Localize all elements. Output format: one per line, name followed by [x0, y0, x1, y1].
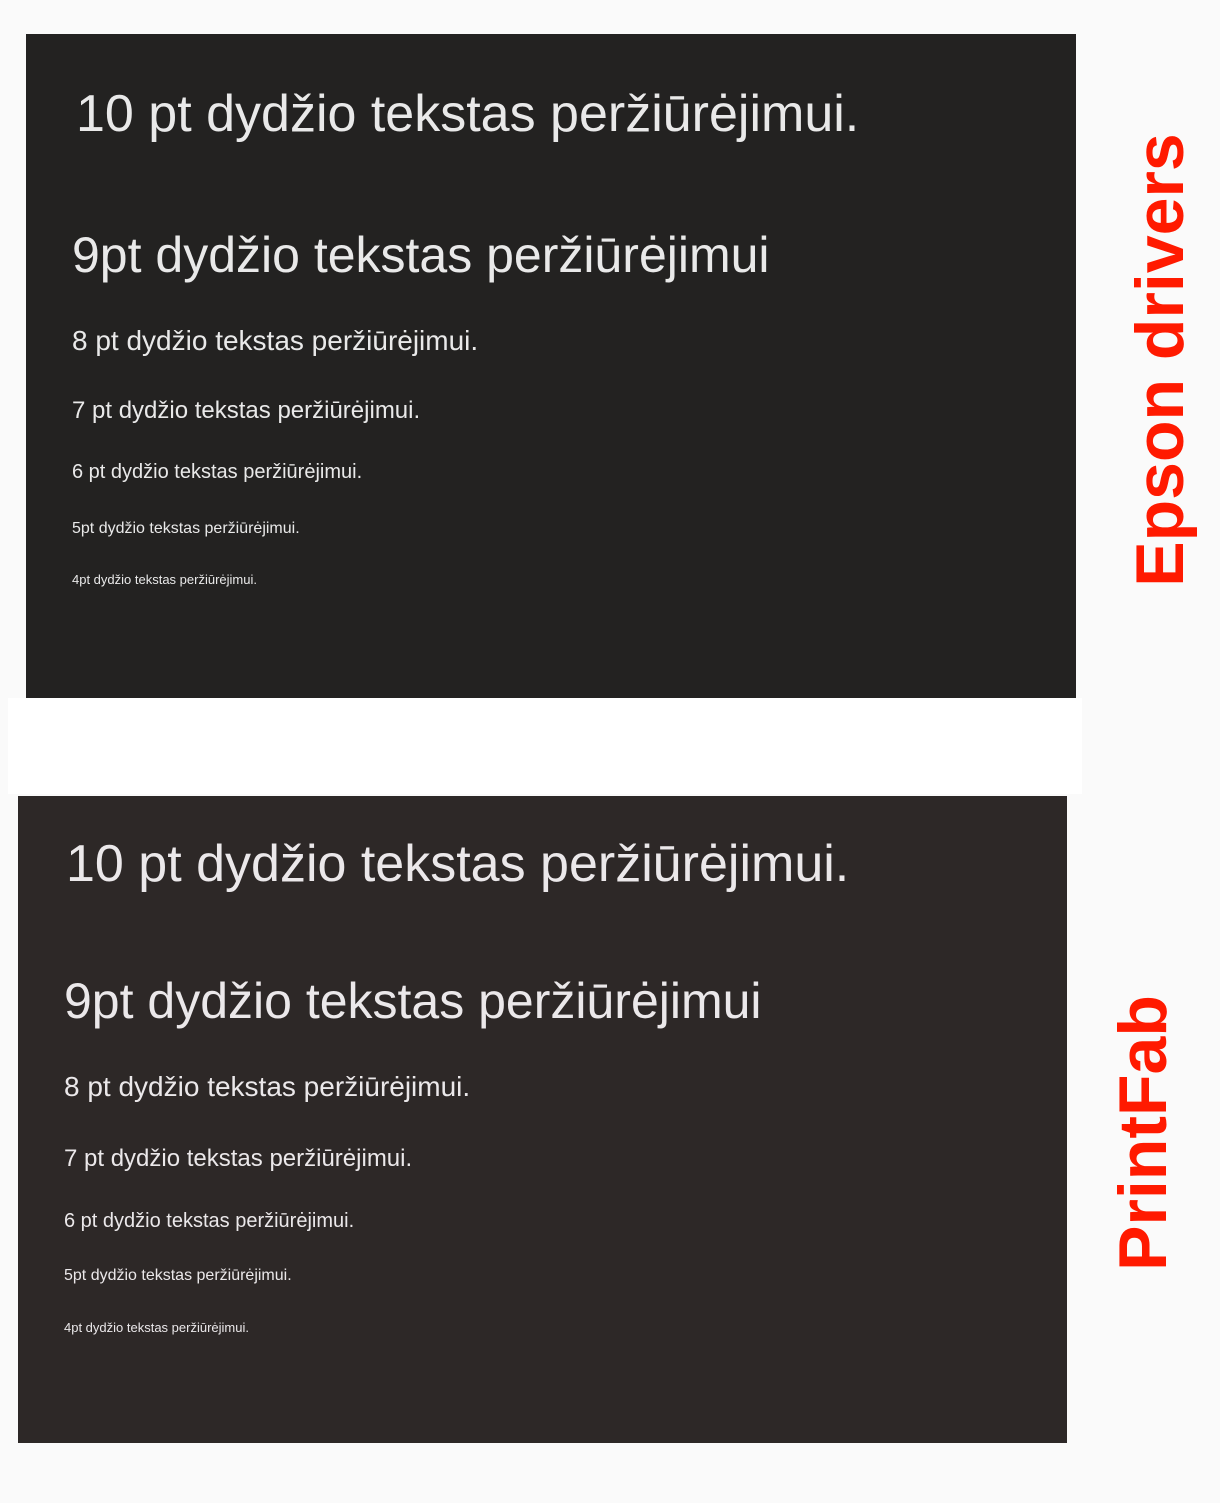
sample-text-5pt: 5pt dydžio tekstas peržiūrėjimui.: [72, 520, 300, 537]
printfab-label: PrintFab: [1105, 995, 1181, 1271]
sample-text-6pt: 6 pt dydžio tekstas peržiūrėjimui.: [64, 1210, 355, 1232]
separator-strip: [8, 698, 1082, 794]
sample-text-10pt: 10 pt dydžio tekstas peržiūrėjimui.: [66, 835, 850, 893]
sample-text-8pt: 8 pt dydžio tekstas peržiūrėjimui.: [72, 325, 479, 356]
sample-text-6pt: 6 pt dydžio tekstas peržiūrėjimui.: [72, 461, 363, 483]
sample-text-9pt: 9pt dydžio tekstas peržiūrėjimui: [64, 973, 762, 1029]
sample-text-8pt: 8 pt dydžio tekstas peržiūrėjimui.: [64, 1071, 471, 1102]
sample-text-4pt: 4pt dydžio tekstas peržiūrėjimui.: [72, 572, 257, 587]
sample-text-7pt: 7 pt dydžio tekstas peržiūrėjimui.: [72, 397, 421, 424]
epson-drivers-label: Epson drivers: [1122, 133, 1198, 587]
sample-text-10pt: 10 pt dydžio tekstas peržiūrėjimui.: [76, 85, 860, 143]
sample-text-9pt: 9pt dydžio tekstas peržiūrėjimui: [72, 227, 770, 283]
sample-text-5pt: 5pt dydžio tekstas peržiūrėjimui.: [64, 1267, 292, 1284]
sample-text-7pt: 7 pt dydžio tekstas peržiūrėjimui.: [64, 1145, 413, 1172]
epson-print-sample: [26, 34, 1076, 698]
sample-text-4pt: 4pt dydžio tekstas peržiūrėjimui.: [64, 1320, 249, 1335]
printfab-print-sample: [18, 796, 1067, 1443]
